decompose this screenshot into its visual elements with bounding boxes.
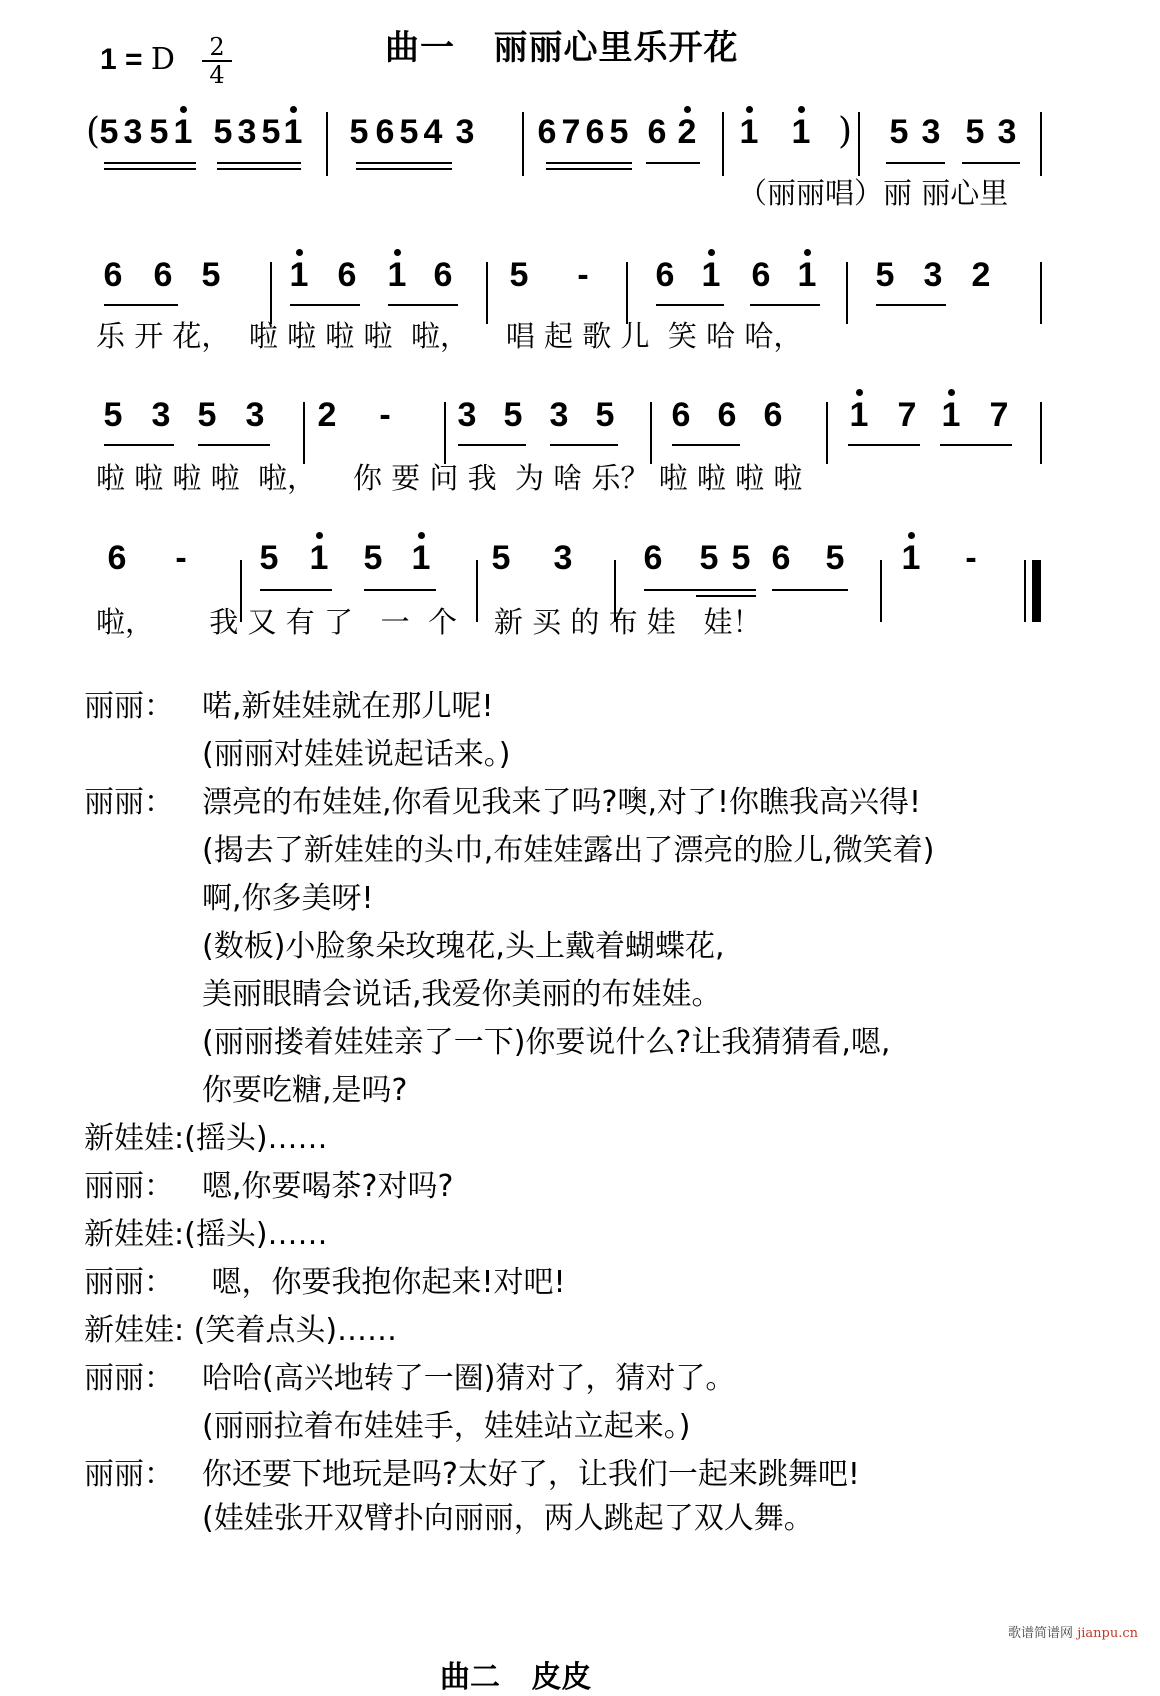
beam-underline: [104, 444, 174, 446]
next-song-title-cut: 曲二 皮皮: [440, 1660, 592, 1695]
note: 5: [103, 396, 123, 434]
note: 7: [561, 113, 581, 151]
beam-underline: [104, 162, 196, 164]
beam-underline: [260, 589, 332, 591]
note: 5: [595, 396, 615, 434]
dialogue-line: [84, 880, 374, 918]
bar-line: [846, 262, 848, 324]
beam-underline: [217, 168, 301, 170]
note: 5: [213, 113, 233, 151]
note: 3: [457, 396, 477, 434]
bar-line: [826, 402, 828, 464]
speaker-label: 新娃娃:: [84, 1313, 185, 1348]
beam-underline: [656, 304, 724, 306]
beam-underline: [388, 304, 458, 306]
note: 7: [897, 396, 917, 434]
note: 6: [433, 256, 453, 294]
note: 3: [923, 256, 943, 294]
speaker-label: 丽丽：: [84, 1265, 174, 1300]
dialogue-line: [84, 976, 722, 1014]
note: 5: [875, 256, 895, 294]
note: 1: [846, 395, 872, 435]
note: 5: [699, 539, 719, 577]
note: 5: [149, 113, 169, 151]
beam-underline: [962, 162, 1020, 164]
watermark-site: jianpu.cn: [1077, 1626, 1138, 1641]
beam-underline: [772, 589, 848, 591]
note: 3: [549, 396, 569, 434]
high-octave-dot: [418, 532, 425, 539]
dialogue-text: (丽丽对娃娃说起话来。): [202, 737, 511, 772]
beam-underline: [886, 162, 945, 164]
dialogue-text: (数板)小脸象朵玫瑰花,头上戴着蝴蝶花,: [202, 929, 725, 964]
speaker-label: 丽丽：: [84, 1169, 174, 1204]
bar-line: [444, 402, 446, 464]
lyrics-line-4: 啦， 我 又 有 了 一 个 新 买 的 布 娃 娃！: [96, 605, 762, 639]
dialogue-line: [84, 736, 510, 774]
beam-underline: [356, 168, 452, 170]
note: -: [577, 256, 589, 294]
note: 1: [286, 255, 312, 295]
dialogue-line: [84, 1168, 453, 1206]
note: 2: [674, 112, 700, 152]
note: 5: [399, 113, 419, 151]
dialogue-line: [84, 1216, 328, 1254]
dialogue-line: [84, 1360, 735, 1398]
bar-line: [326, 112, 328, 176]
note: 3: [237, 113, 257, 151]
speaker-label: 丽丽：: [84, 689, 174, 724]
note: 6: [643, 539, 663, 577]
note: 5: [609, 113, 629, 151]
note: 5: [259, 539, 279, 577]
beam-underline: [458, 444, 526, 446]
bar-line: [858, 112, 860, 176]
beam-underline: [546, 168, 632, 170]
note: 1: [384, 255, 410, 295]
dialogue-line: [84, 1120, 328, 1158]
note: 6: [647, 113, 667, 151]
note: 1: [306, 538, 332, 578]
high-octave-dot: [908, 532, 915, 539]
note: 1: [794, 255, 820, 295]
beam-underline: [550, 444, 618, 446]
note: 5: [889, 113, 909, 151]
note: 1: [170, 112, 196, 152]
high-octave-dot: [296, 249, 303, 256]
dialogue-text: 啊,你多美呀!: [202, 881, 374, 916]
note: 3: [151, 396, 171, 434]
dialogue-text: (揭去了新娃娃的头巾,布娃娃露出了漂亮的脸儿,微笑着): [202, 833, 935, 868]
key-letter: D: [150, 42, 175, 77]
note: 5: [731, 539, 751, 577]
note: 7: [989, 396, 1009, 434]
note: 3: [997, 113, 1017, 151]
bar-line: [1040, 402, 1042, 464]
dialogue-text: (摇头)……: [184, 1121, 328, 1156]
beam-underline: [290, 304, 360, 306]
note: 6: [671, 396, 691, 434]
beam-underline: [644, 589, 756, 591]
note: 6: [537, 113, 557, 151]
note: 6: [337, 256, 357, 294]
dialogue-text: (丽丽拉着布娃娃手，娃娃站立起来。): [202, 1409, 691, 1444]
beam-underline: [750, 304, 820, 306]
bar-line: [1040, 112, 1042, 176]
note: 5: [509, 256, 529, 294]
beam-underline: [848, 444, 920, 446]
beam-underline: [364, 589, 436, 591]
speaker-label: 新娃娃:: [84, 1121, 185, 1156]
dialogue-line: [84, 1312, 397, 1350]
note: 4: [423, 113, 443, 151]
beam-underline: [104, 168, 196, 170]
note: 1: [736, 112, 762, 152]
dialogue-text: 漂亮的布娃娃,你看见我来了吗?噢,对了!你瞧我高兴得!: [202, 785, 922, 820]
bar-line: [880, 560, 882, 622]
high-octave-dot: [798, 106, 805, 113]
note: 5: [491, 539, 511, 577]
note: 5: [965, 113, 985, 151]
bar-line: [1024, 560, 1026, 622]
dialogue-text: 哈哈(高兴地转了一圈)猜对了，猜对了。: [202, 1361, 736, 1396]
high-octave-dot: [746, 106, 753, 113]
note: 2: [317, 396, 337, 434]
dialogue-line: [84, 1072, 407, 1110]
note: 1: [280, 112, 306, 152]
note: 6: [107, 539, 127, 577]
lyrics-line-2: 乐 开 花， 啦 啦 啦 啦 啦， 唱 起 歌 儿 笑 哈 哈，: [96, 319, 803, 353]
dialogue-line: [84, 832, 934, 870]
note: 2: [971, 256, 991, 294]
high-octave-dot: [708, 249, 715, 256]
dialogue-text: 嗯，你要我抱你起来!对吧!: [202, 1265, 566, 1300]
note: -: [175, 539, 187, 577]
note: 6: [717, 396, 737, 434]
dialogue-line: [84, 1456, 860, 1494]
note: 3: [921, 113, 941, 151]
beam-underline: [104, 304, 178, 306]
bar-line: [1040, 262, 1042, 324]
dialogue-text: 你要吃糖,是吗?: [202, 1073, 408, 1108]
note: 6: [771, 539, 791, 577]
key-signature: [100, 42, 175, 77]
dialogue-text: (摇头)……: [184, 1217, 328, 1252]
note: 3: [245, 396, 265, 434]
note: 5: [261, 113, 281, 151]
parenthesis: (: [86, 111, 101, 152]
bar-line: [303, 402, 305, 464]
lyrics-line-1: （丽丽唱）丽 丽心里: [738, 176, 1009, 210]
note: 3: [123, 113, 143, 151]
song-title: 曲一 丽丽心里乐开花: [385, 28, 739, 68]
high-octave-dot: [316, 532, 323, 539]
beam-underline: [546, 162, 632, 164]
dialogue-line: [84, 928, 724, 966]
high-octave-dot: [948, 389, 955, 396]
watermark-cn: 歌谱简谱网: [1008, 1626, 1074, 1641]
note: 1: [788, 112, 814, 152]
note: 6: [153, 256, 173, 294]
speaker-label: 丽丽：: [84, 1361, 174, 1396]
final-bar-line: [1034, 560, 1041, 622]
speaker-label: 新娃娃:: [84, 1217, 185, 1252]
high-octave-dot: [394, 249, 401, 256]
note: 5: [197, 396, 217, 434]
beam-underline: [672, 444, 740, 446]
note: 5: [503, 396, 523, 434]
note: 6: [751, 256, 771, 294]
dialogue-line: [84, 1264, 566, 1302]
high-octave-dot: [804, 249, 811, 256]
watermark: [1008, 1622, 1138, 1641]
dialogue-text: 你还要下地玩是吗?太好了，让我们一起来跳舞吧!: [202, 1457, 860, 1492]
dialogue-text: (娃娃张开双臂扑向丽丽，两人跳起了双人舞。: [202, 1501, 814, 1536]
dialogue-line: [84, 1408, 690, 1446]
bar-line: [522, 112, 524, 176]
dialogue-text: (笑着点头)……: [184, 1313, 398, 1348]
bar-line: [650, 402, 652, 464]
beam-underline: [940, 444, 1012, 446]
dialogue-line: [84, 1500, 814, 1538]
note: 1: [938, 395, 964, 435]
beam-underline: [646, 162, 700, 164]
dialogue-text: (丽丽搂着娃娃亲了一下)你要说什么?让我猜猜看,嗯,: [202, 1025, 891, 1060]
time-numerator: 2: [202, 34, 232, 62]
high-octave-dot: [290, 106, 297, 113]
beam-underline: [876, 304, 946, 306]
note: 5: [349, 113, 369, 151]
note: 6: [655, 256, 675, 294]
note: -: [965, 539, 977, 577]
dialogue-text: 嗯,你要喝茶?对吗?: [202, 1169, 454, 1204]
high-octave-dot: [684, 106, 691, 113]
bar-line: [626, 262, 628, 324]
note: -: [379, 396, 391, 434]
note: 6: [375, 113, 395, 151]
beam-underline: [696, 595, 756, 597]
note: 6: [585, 113, 605, 151]
beam-underline: [356, 162, 452, 164]
dialogue-text: 美丽眼睛会说话,我爱你美丽的布娃娃。: [202, 977, 722, 1012]
dialogue-text: 喏,新娃娃就在那儿呢!: [202, 689, 494, 724]
beam-underline: [217, 162, 301, 164]
note: 3: [553, 539, 573, 577]
note: 1: [898, 538, 924, 578]
dialogue-line: [84, 1024, 890, 1062]
note: 6: [103, 256, 123, 294]
lyrics-line-3: 啦 啦 啦 啦 啦， 你 要 问 我 为 啥 乐？ 啦 啦 啦 啦: [96, 461, 803, 495]
note: 5: [99, 113, 119, 151]
speaker-label: 丽丽：: [84, 1457, 174, 1492]
note: 6: [763, 396, 783, 434]
note: 5: [363, 539, 383, 577]
beam-underline: [198, 444, 270, 446]
parenthesis: ): [838, 111, 853, 152]
dialogue-line: [84, 688, 494, 726]
note: 1: [698, 255, 724, 295]
time-denominator: 4: [209, 61, 225, 89]
note: 3: [455, 113, 475, 151]
high-octave-dot: [180, 106, 187, 113]
bar-line: [486, 262, 488, 324]
speaker-label: 丽丽：: [84, 785, 174, 820]
note: 5: [825, 539, 845, 577]
note: 1: [408, 538, 434, 578]
dialogue-line: [84, 784, 921, 822]
time-signature: [202, 34, 232, 88]
bar-line: [270, 262, 272, 324]
note: 5: [201, 256, 221, 294]
high-octave-dot: [856, 389, 863, 396]
bar-line: [722, 112, 724, 176]
key-prefix: 1 =: [100, 43, 143, 76]
